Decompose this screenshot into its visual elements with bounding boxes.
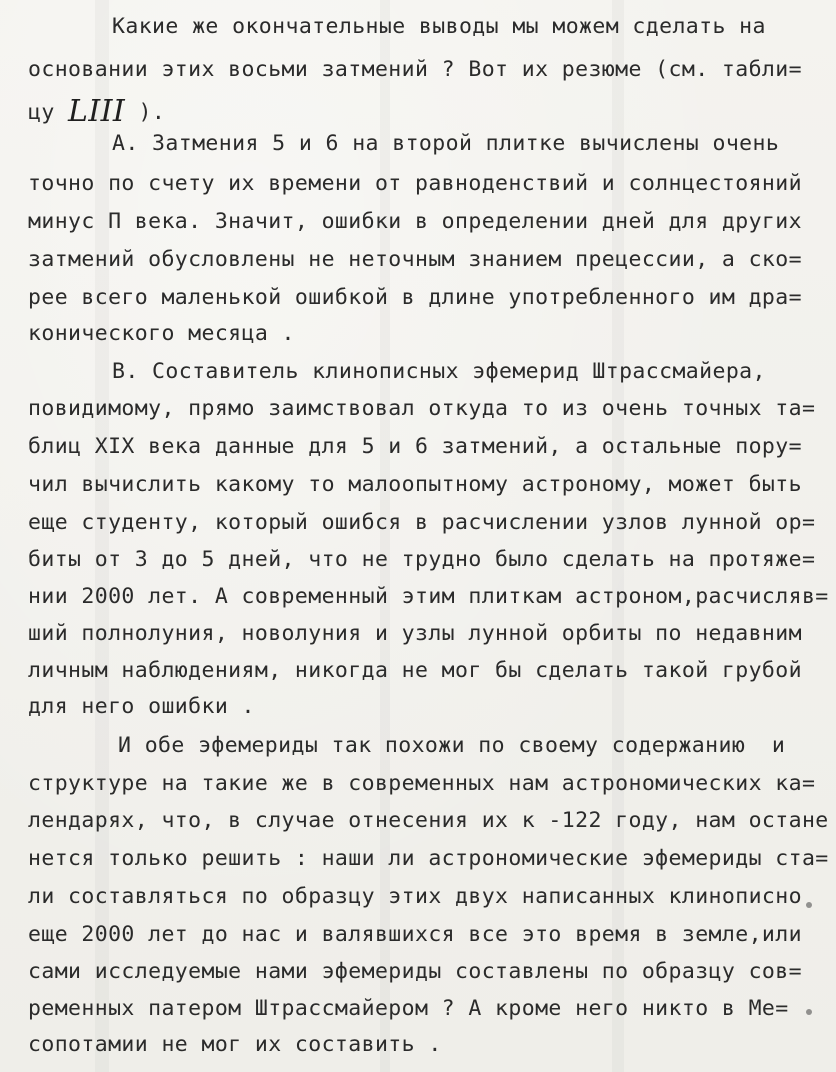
text-line: блиц XIX века данные для 5 и 6 затмений, а остальные пору= (28, 434, 802, 459)
text-line: нии 2000 лет. А современный этим плиткам астроном,расчисляв= (28, 584, 829, 609)
text-line: структуре на такие же в современных нам астрономических ка= (28, 771, 816, 796)
text-line: затмений обусловлены не неточным знанием прецессии, а ско= (28, 247, 802, 272)
text-fragment: ). (125, 100, 166, 125)
text-line: Какие же окончательные выводы мы можем сделать на (112, 14, 766, 39)
handwritten-table-number: LIII (68, 94, 126, 129)
text-line: сами исследуемые нами эфемериды составлены по образцу сов= (28, 959, 802, 984)
text-line: повидимому, прямо заимствовал откуда то из очень точных та= (28, 396, 816, 421)
text-line: рее всего маленькой ошибкой в длине употребленного им дра= (28, 285, 802, 310)
text-line: основании этих восьми затмений ? Вот их резюме (см. табли= (28, 57, 802, 82)
text-line: биты от 3 до 5 дней, что не трудно было сделать на протяже= (28, 547, 816, 572)
ink-spot (806, 1009, 812, 1015)
text-line: лендарях, что, в случае отнесения их к -122 году, нам остане (28, 808, 829, 833)
text-line-table-ref (28, 92, 165, 127)
scan-band (612, 0, 624, 1072)
text-line: ли составляться по образцу этих двух написанных клинописно (28, 884, 802, 909)
text-line: И обе эфемериды так похожи по своему содержанию и (118, 733, 786, 758)
text-line: точно по счету их времени от равноденствий и солнцестояний (28, 171, 802, 196)
text-line: минус П века. Значит, ошибки в определении дней для других (28, 209, 802, 234)
scan-band (380, 0, 390, 1072)
text-line: ременных патером Штрассмайером ? А кроме него никто в Ме= (28, 996, 789, 1021)
text-line: для него ошибки . (28, 694, 255, 719)
text-line: нется только решить : наши ли астрономические эфемериды ста= (28, 846, 829, 871)
text-line: еще студенту, который ошибся в расчислении узлов лунной ор= (28, 510, 816, 535)
text-fragment: цу (28, 100, 69, 125)
text-line: А. Затмения 5 и 6 на второй плитке вычислены очень (112, 131, 780, 156)
text-line: чил вычислить какому то малоопытному астроному, может быть (28, 472, 802, 497)
ink-spot (806, 902, 812, 908)
text-line: сопотамии не мог их составить . (28, 1032, 442, 1057)
scan-band (95, 0, 109, 1072)
text-line: В. Составитель клинописных эфемерид Штрассмайера, (112, 359, 766, 384)
text-line: конического месяца . (28, 321, 295, 346)
text-line: еще 2000 лет до нас и валявшихся все это время в земле,или (28, 922, 802, 947)
text-line: личным наблюдениям, никогда не мог бы сделать такой грубой (28, 658, 802, 683)
text-line: ший полнолуния, новолуния и узлы лунной орбиты по недавним (28, 621, 802, 646)
